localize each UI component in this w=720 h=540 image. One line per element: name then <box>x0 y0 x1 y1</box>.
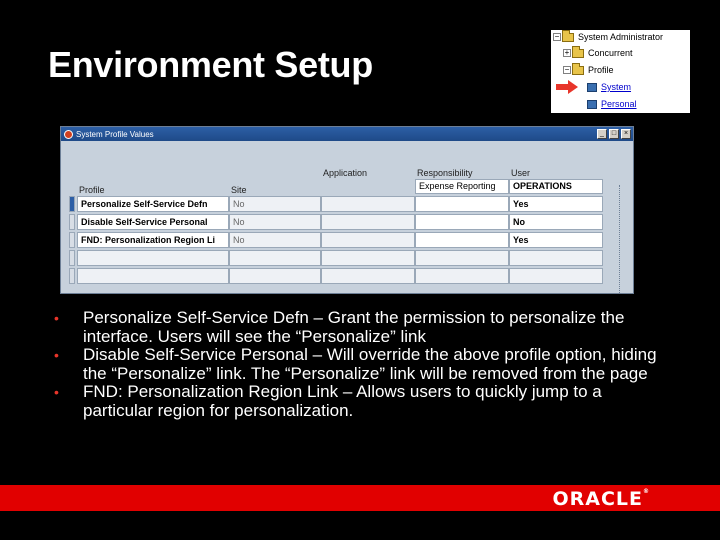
bullet-text: Personalize Self-Service Defn – Grant the permission to personalize the interface. Users will see the “Personalize” link <box>83 308 625 346</box>
responsibility-context-field[interactable]: Expense Reporting <box>415 179 509 194</box>
user-cell[interactable]: Yes <box>509 196 603 212</box>
responsibility-cell[interactable] <box>415 250 509 266</box>
form-icon <box>587 83 597 92</box>
window-titlebar[interactable] <box>61 127 633 141</box>
application-cell[interactable] <box>321 232 415 248</box>
registered-mark: ® <box>643 488 650 495</box>
collapse-icon[interactable]: − <box>554 32 560 41</box>
tree-item-concurrent[interactable] <box>563 46 633 60</box>
column-header-profile: Profile <box>79 185 105 195</box>
row-marker[interactable] <box>69 250 75 266</box>
system-profile-values-window <box>60 126 634 294</box>
bullet-item <box>54 346 674 383</box>
tree-item-profile[interactable] <box>563 63 614 77</box>
profile-cell[interactable]: FND: Personalization Region Li <box>77 232 229 248</box>
tree-item-label[interactable]: System <box>601 82 632 92</box>
tree-item-label[interactable]: Personal <box>601 99 637 109</box>
profile-cell[interactable]: Disable Self-Service Personal <box>77 214 229 230</box>
expand-icon[interactable]: + <box>564 48 570 57</box>
application-cell[interactable] <box>321 250 415 266</box>
bullet-item <box>54 309 674 346</box>
profile-cell[interactable]: Personalize Self-Service Defn <box>77 196 229 212</box>
site-cell[interactable]: No <box>229 196 321 212</box>
column-header-application: Application <box>323 168 368 178</box>
bullet-marker: • <box>54 310 59 326</box>
site-cell[interactable]: No <box>229 232 321 248</box>
window-title: System Profile Values <box>76 129 154 139</box>
oracle-window-icon <box>64 130 73 139</box>
row-marker[interactable] <box>69 232 75 248</box>
row-marker[interactable] <box>69 214 75 230</box>
responsibility-cell[interactable] <box>415 268 509 284</box>
user-cell[interactable]: Yes <box>509 232 603 248</box>
minimize-button[interactable]: _ <box>597 129 607 139</box>
application-cell[interactable] <box>321 214 415 230</box>
site-cell[interactable] <box>229 250 321 266</box>
bullet-item <box>54 383 674 420</box>
maximize-button[interactable]: □ <box>609 129 619 139</box>
vertical-scrollbar[interactable] <box>619 185 629 293</box>
profile-cell[interactable] <box>77 250 229 266</box>
form-icon <box>587 100 597 109</box>
bullet-marker: • <box>54 347 59 363</box>
site-cell[interactable] <box>229 268 321 284</box>
oracle-logo <box>552 488 650 510</box>
folder-icon <box>562 33 574 42</box>
application-cell[interactable] <box>321 196 415 212</box>
profile-cell[interactable] <box>77 268 229 284</box>
user-cell[interactable] <box>509 250 603 266</box>
tree-item-label: System Administrator <box>578 32 664 42</box>
column-header-user: User <box>511 168 531 178</box>
tree-item-label: Profile <box>588 65 614 75</box>
row-marker[interactable] <box>69 268 75 284</box>
close-button[interactable]: × <box>621 129 631 139</box>
collapse-icon[interactable]: − <box>564 65 570 74</box>
responsibility-cell[interactable] <box>415 214 509 230</box>
navigator-tree <box>551 30 690 113</box>
tree-item-system[interactable] <box>587 80 631 94</box>
bullet-text: FND: Personalization Region Link – Allows users to quickly jump to a particular region for personalization. <box>83 382 602 420</box>
column-header-site: Site <box>231 185 247 195</box>
footer-band <box>0 485 720 511</box>
user-cell[interactable]: No <box>509 214 603 230</box>
tree-item-personal[interactable] <box>587 97 637 111</box>
application-cell[interactable] <box>321 268 415 284</box>
red-arrow-icon <box>556 80 578 94</box>
bullet-text: Disable Self-Service Personal – Will override the above profile option, hiding the “Personalize” link. The “Personalize” link will be removed from the page <box>83 345 657 383</box>
oracle-logo-text: ORACLE <box>552 488 643 510</box>
responsibility-cell[interactable] <box>415 232 509 248</box>
slide-title: Environment Setup <box>48 44 373 85</box>
row-marker-current[interactable] <box>69 196 75 212</box>
tree-item-system-administrator[interactable] <box>553 30 663 44</box>
folder-icon <box>572 66 584 75</box>
folder-icon <box>572 49 584 58</box>
user-context-field[interactable]: OPERATIONS <box>509 179 603 194</box>
user-cell[interactable] <box>509 268 603 284</box>
bullet-list <box>54 309 674 420</box>
bullet-marker: • <box>54 384 59 400</box>
responsibility-cell[interactable] <box>415 196 509 212</box>
tree-item-label: Concurrent <box>588 48 633 58</box>
site-cell[interactable]: No <box>229 214 321 230</box>
column-header-responsibility: Responsibility <box>417 168 473 178</box>
